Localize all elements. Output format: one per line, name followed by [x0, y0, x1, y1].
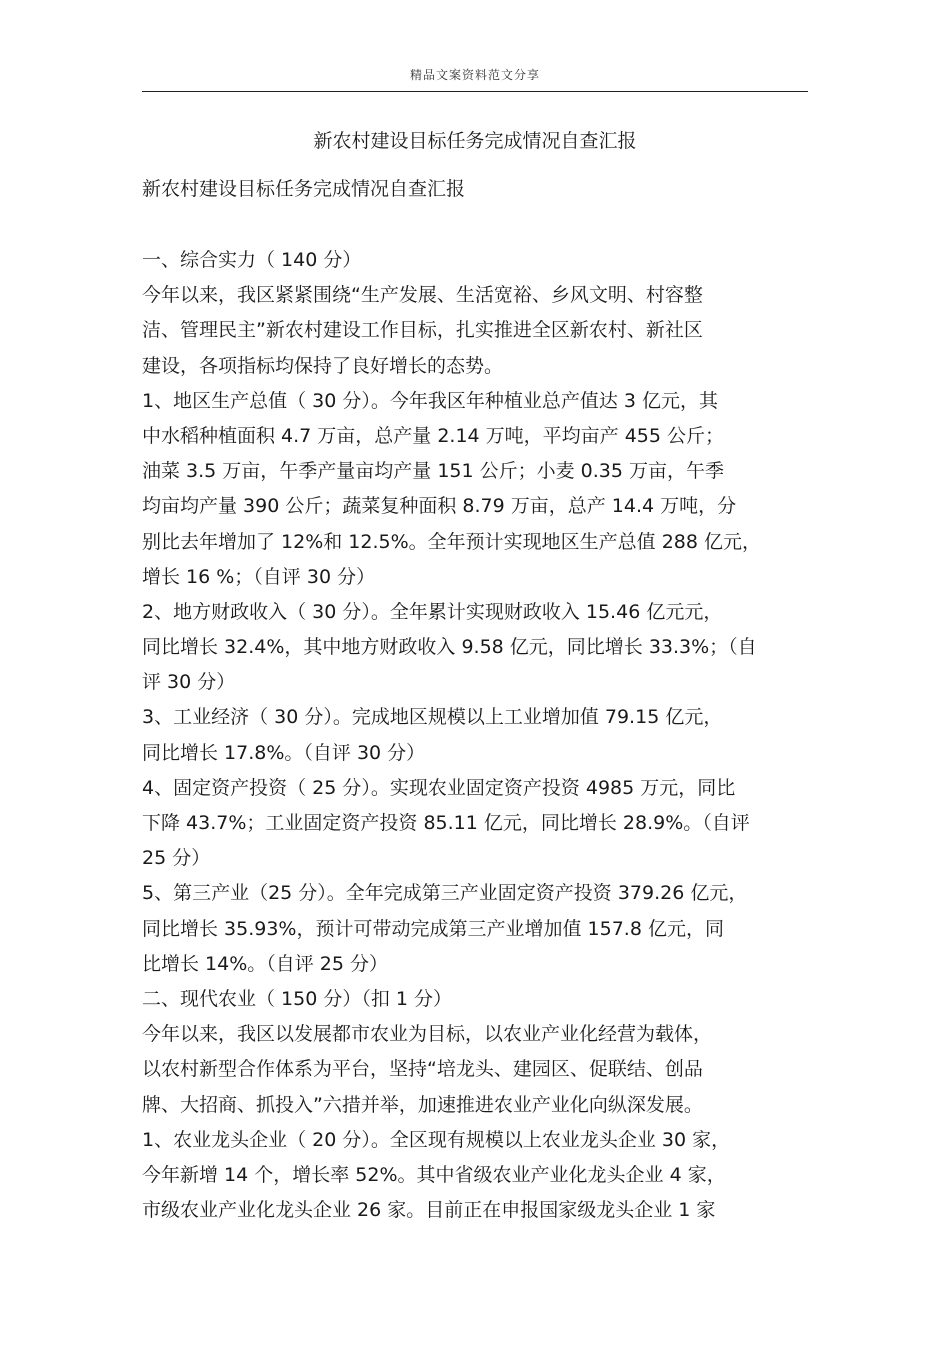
text-line: 建设，各项指标均保持了良好增长的态势。: [142, 354, 504, 377]
text-line: 同比增长 17.8%。（自评 30 分）: [142, 741, 426, 764]
text-line: 增长 16 %；（自评 30 分）: [142, 565, 376, 588]
text-line: 一、综合实力（ 140 分）: [142, 249, 362, 271]
document-title: 新农村建设目标任务完成情况自查汇报: [313, 130, 637, 152]
text-line: 今年新增 14 个，增长率 52%。其中省级农业产业化龙头企业 4 家，: [142, 1163, 726, 1186]
header-rule: [142, 91, 808, 92]
running-header: 精品文案资料范文分享: [409, 68, 540, 82]
text-line: 5、第三产业（25 分）。全年完成第三产业固定资产投资 379.26 亿元，: [142, 882, 748, 905]
text-line: 同比增长 32.4%，其中地方财政收入 9.58 亿元，同比增长 33.3%；（自: [142, 636, 757, 659]
text-line: 评 30 分）: [142, 671, 236, 694]
text-line: 2、地方财政收入（ 30 分）。全年累计实现财政收入 15.46 亿元元，: [142, 600, 723, 623]
text-line: 下降 43.7%；工业固定资产投资 85.11 亿元，同比增长 28.9%。（自评: [142, 812, 750, 834]
text-line: 今年以来，我区以发展都市农业为目标，以农业产业化经营为载体，: [142, 1023, 713, 1046]
text-line: 油菜 3.5 万亩，午季产量亩均产量 151 公斤；小麦 0.35 万亩，午季: [142, 460, 725, 483]
text-line: 以农村新型合作体系为平台，坚持“培龙头、建园区、促联结、创品: [142, 1058, 703, 1081]
text-line: 1、农业龙头企业（ 20 分）。全区现有规模以上农业龙头企业 30 家，: [142, 1128, 731, 1151]
text-line: 二、现代农业（ 150 分）（扣 1 分）: [142, 987, 453, 1010]
text-line: 今年以来，我区紧紧围绕“生产发展、生活宽裕、乡风文明、村容整: [142, 284, 703, 307]
text-line: 洁、管理民主”新农村建设工作目标，扎实推进全区新农村、新社区: [142, 319, 703, 342]
text-line: 中水稻种植面积 4.7 万亩，总产量 2.14 万吨，平均亩产 455 公斤；: [142, 424, 725, 447]
text-line: 均亩均产量 390 公斤；蔬菜复种面积 8.79 万亩，总产 14.4 万吨，分: [142, 495, 737, 518]
text-line: 1、地区生产总值（ 30 分）。今年我区年种植业总产值达 3 亿元，其: [142, 389, 719, 412]
text-line: 牌、大招商、抓投入”六措并举，加速推进农业产业化向纵深发展。: [142, 1093, 703, 1116]
text-line: 4、固定资产投资（ 25 分）。实现农业固定资产投资 4985 万元，同比: [142, 776, 736, 799]
text-line: 同比增长 35.93%，预计可带动完成第三产业增加值 157.8 亿元，同: [142, 917, 724, 940]
text-line: 比增长 14%。（自评 25 分）: [142, 952, 389, 975]
document-subtitle: 新农村建设目标任务完成情况自查汇报: [142, 178, 466, 200]
body-text: [142, 243, 822, 1228]
text-line: 市级农业产业化龙头企业 26 家。目前正在申报国家级龙头企业 1 家: [142, 1199, 716, 1222]
text-line: 25 分）: [142, 847, 211, 870]
text-line: 别比去年增加了 12%和 12.5%。全年预计实现地区生产总值 288 亿元，: [142, 530, 762, 553]
text-line: 3、工业经济（ 30 分）。完成地区规模以上工业增加值 79.15 亿元，: [142, 706, 723, 729]
